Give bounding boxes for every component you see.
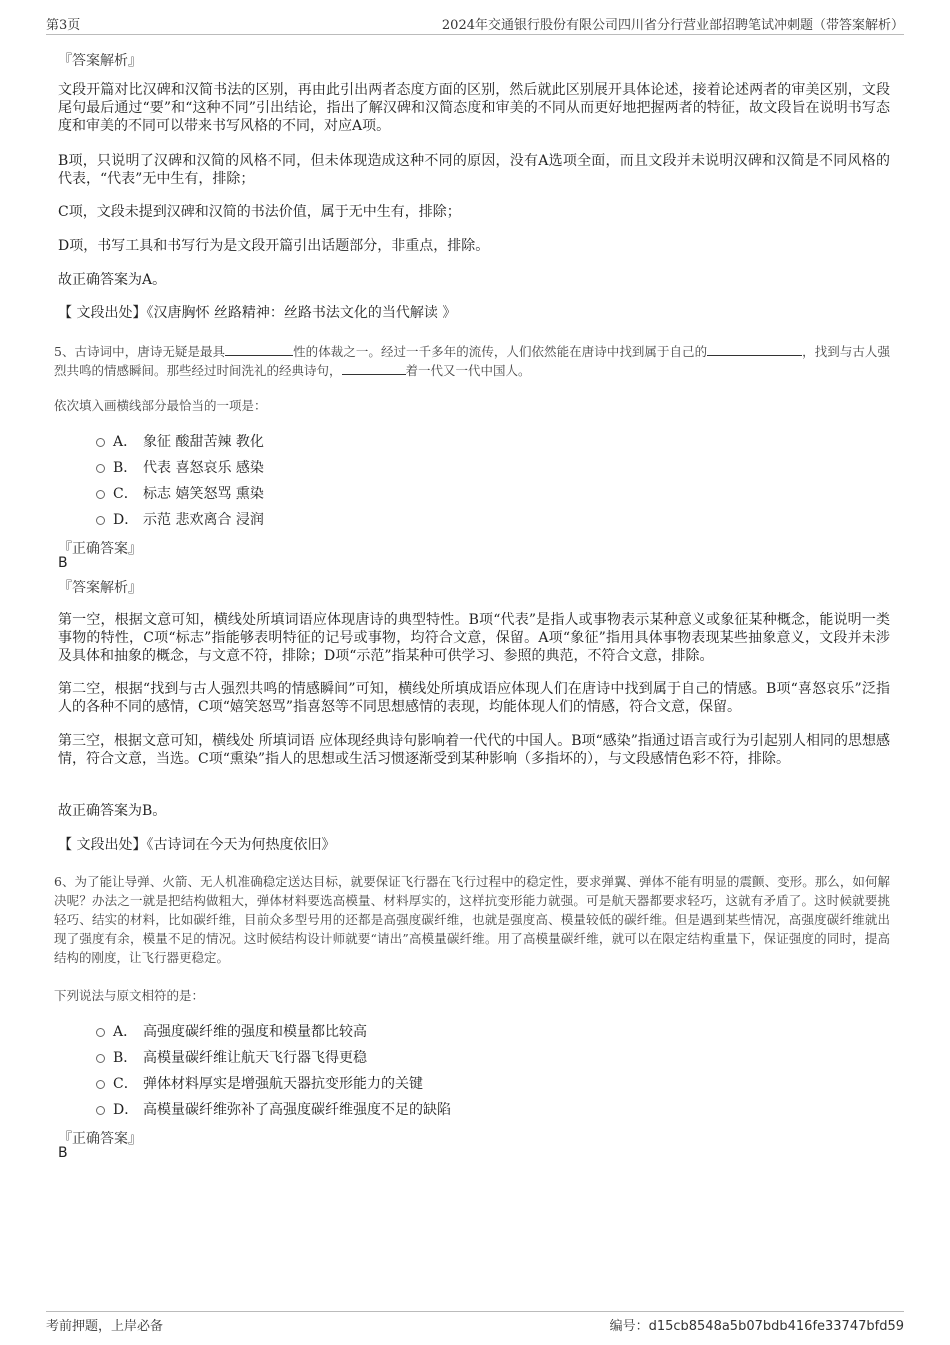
radio-icon[interactable] (96, 1106, 105, 1115)
q5-option-a[interactable]: A． 象征 酸甜苦辣 教化 (96, 431, 264, 451)
q5-analysis-label: 『答案解析』 (58, 580, 142, 596)
radio-icon[interactable] (96, 1080, 105, 1089)
blank-2 (707, 343, 802, 356)
blank-3 (342, 362, 406, 375)
blank-1 (225, 343, 293, 356)
q4-analysis-label: 『答案解析』 (58, 53, 142, 69)
q5-correct-label: 『正确答案』 (58, 541, 142, 557)
page-footer (46, 1311, 904, 1336)
q5-analysis-p1: 第一空，根据文意可知，横线处所填词语应体现唐诗的典型特性。B项“代表”是指人或事物表示某种意义或象征某种概念，能说明一类事物的特性，C项“标志”指能够表明特征的记号或事物，均符合文意，保留。A项“象征”指用具体事物表现某些抽象意义，文段并未涉及具体和抽象的概念，与文意不符，排除；D项“示范”指某种可供学习、参照的典范，不符合文意，排除。 (58, 612, 890, 664)
q6-correct-answer: B (58, 1145, 68, 1161)
q5-option-c[interactable]: C． 标志 嬉笑怒骂 熏染 (96, 483, 264, 503)
q6-option-d[interactable]: D． 高模量碳纤维弥补了高强度碳纤维强度不足的缺陷 (96, 1099, 451, 1119)
document-title: 2024年交通银行股份有限公司四川省分行营业部招聘笔试冲刺题（带答案解析） (441, 18, 904, 33)
footer-slogan: 考前押题，上岸必备 (46, 1319, 164, 1334)
q4-analysis-p1: 文段开篇对比汉碑和汉简书法的区别，再由此引出两者态度方面的区别，然后就此区别展开具体论述，接着论述两者的审美区别，文段尾句最后通过“要”和“这种不同”引出结论，指出了解汉碑和汉简态度和审美的不同从而更好地把握两者的特征，故文段旨在说明书写态度和审美的不同可以带来书写风格的不同，对应A项。 (58, 82, 890, 134)
radio-icon[interactable] (96, 438, 105, 447)
q4-analysis-p3: C项，文段未提到汉碑和汉简的书法价值，属于无中生有，排除； (58, 204, 461, 220)
radio-icon[interactable] (96, 516, 105, 525)
q6-correct-label: 『正确答案』 (58, 1131, 142, 1147)
q4-source: 【 文段出处】《汉唐胸怀 丝路精神：丝路书法文化的当代解读 》 (58, 305, 457, 321)
q6-stem: 6、为了能让导弹、火箭、无人机准确稳定送达目标，就要保证飞行器在飞行过程中的稳定性，要求弹翼、弹体不能有明显的震颤、变形。那么，如何解决呢？办法之一就是把结构做粗大，弹体材料要选高模量、材料厚实的，这样抗变形能力就强。可是航天器都要求轻巧，这就有矛盾了。这时候就要挑轻巧、结实的材料，比如碳纤维，目前众多型号用的还都是高强度碳纤维，也就是强度高、模量较低的碳纤维。但是遇到某些情况，高强度碳纤维就出现了强度有余，模量不足的情况。这时候结构设计师就要“请出”高模量碳纤维。用了高模量碳纤维，就可以在限定结构重量下，保证强度的同时，提高结构的刚度，让飞行器更稳定。 (54, 874, 890, 965)
document-id: 编号：d15cb8548a5b07bdb416fe33747bfd59 (609, 1319, 904, 1334)
q6-option-b[interactable]: B． 高模量碳纤维让航天飞行器飞得更稳 (96, 1047, 367, 1067)
radio-icon[interactable] (96, 1028, 105, 1037)
q4-analysis-p4: D项，书写工具和书写行为是文段开篇引出话题部分，非重点，排除。 (58, 238, 490, 254)
q5-prompt: 依次填入画横线部分最恰当的一项是： (54, 398, 267, 413)
q5-analysis-p2: 第二空，根据“找到与古人强烈共鸣的情感瞬间”可知，横线处所填成语应体现人们在唐诗中找到属于自己的情感。B项“喜怒哀乐”泛指人的各种不同的感情，C项“嬉笑怒骂”指喜怒等不同思想感情的表现，均能体现人们的情感，符合文意，保留。 (58, 681, 890, 715)
q5-option-b[interactable]: B． 代表 喜怒哀乐 感染 (96, 457, 264, 477)
q6-option-a[interactable]: A． 高强度碳纤维的强度和模量都比较高 (96, 1021, 367, 1041)
page-number: 第3页 (46, 18, 81, 33)
q4-analysis-p2: B项，只说明了汉碑和汉简的风格不同，但未体现造成这种不同的原因，没有A选项全面，而且文段并未说明汉碑和汉简是不同风格的代表，“代表”无中生有，排除； (58, 153, 890, 187)
q5-analysis-p3: 第三空，根据文意可知，横线处 所填词语 应体现经典诗句影响着一代代的中国人。B项“感染”指通过语言或行为引起别人相同的思想感情，符合文意，当选。C项“熏染”指人的思想或生活习惯逐渐受到某种影响（多指坏的），与文段感情色彩不符，排除。 (58, 733, 890, 767)
q5-source: 【 文段出处】《古诗词在今天为何热度依旧》 (58, 837, 336, 853)
q5-stem: 5、古诗词中，唐诗无疑是最具 性的体裁之一。经过一千多年的流传，人们依然能在唐诗中找到属于自己的 ，找到与古人强烈共鸣的情感瞬间。那些经过时间洗礼的经典诗句， 着一代又一代中国人。 (54, 344, 890, 378)
q5-correct-answer: B (58, 555, 68, 571)
radio-icon[interactable] (96, 1054, 105, 1063)
q4-analysis-p5: 故正确答案为A。 (58, 272, 167, 288)
q5-option-d[interactable]: D． 示范 悲欢离合 浸润 (96, 509, 264, 529)
radio-icon[interactable] (96, 490, 105, 499)
q6-prompt: 下列说法与原文相符的是： (54, 988, 205, 1003)
q6-option-c[interactable]: C． 弹体材料厚实是增强航天器抗变形能力的关键 (96, 1073, 423, 1093)
q5-analysis-p4: 故正确答案为B。 (58, 803, 167, 819)
page-header (46, 12, 904, 35)
radio-icon[interactable] (96, 464, 105, 473)
